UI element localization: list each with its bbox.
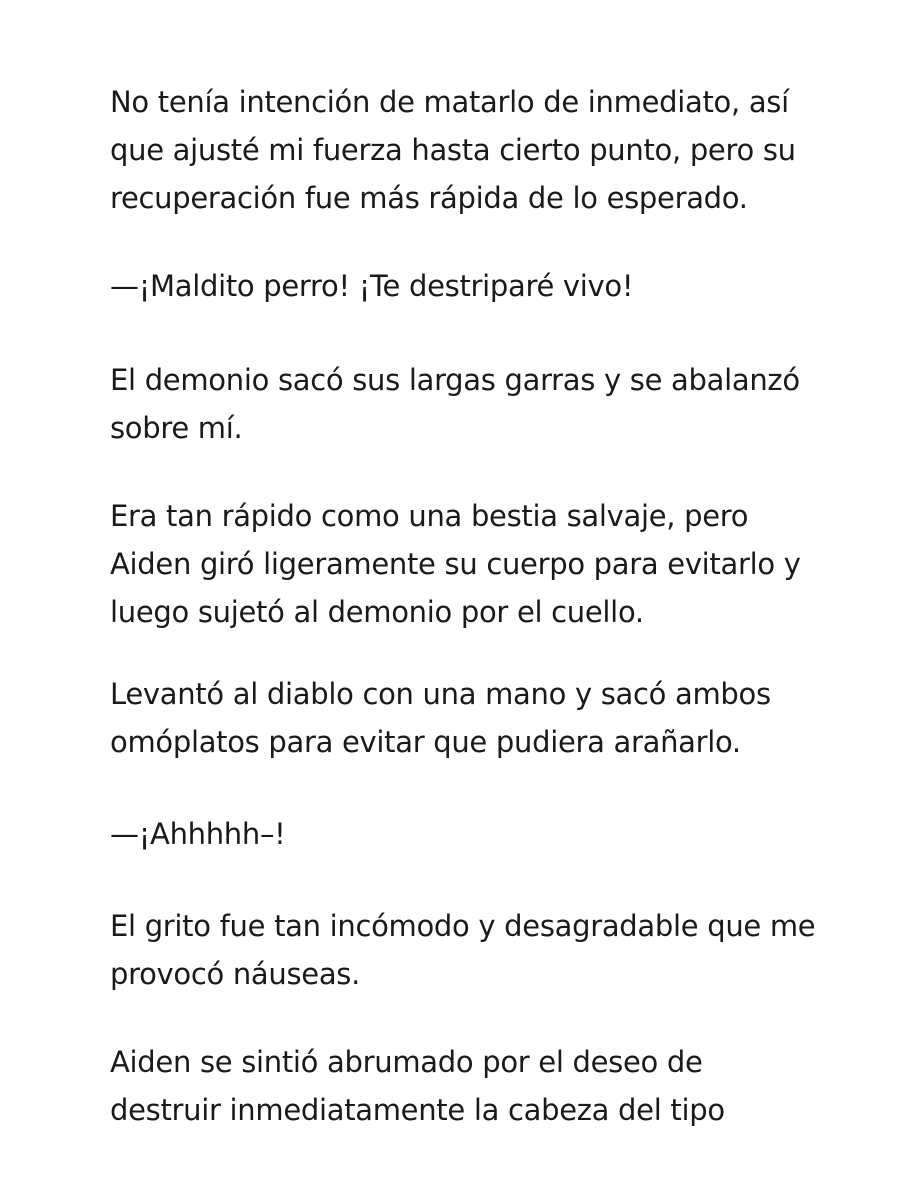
text-line: —¡Ahhhhh–! [110, 817, 286, 851]
text-line: El demonio sacó sus largas garras y se abalanzó [110, 363, 800, 397]
text-line: omóplatos para evitar que pudiera arañarlo. [110, 725, 741, 759]
paragraph-8 [110, 1038, 830, 1134]
text-line: que ajusté mi fuerza hasta cierto punto, pero su [110, 133, 796, 167]
text-line: Aiden giró ligeramente su cuerpo para evitarlo y [110, 547, 801, 581]
text-line: luego sujetó al demonio por el cuello. [110, 595, 644, 629]
text-line: —¡Maldito perro! ¡Te destriparé vivo! [110, 269, 634, 303]
text-line: Levantó al diablo con una mano y sacó ambos [110, 677, 771, 711]
text-line: recuperación fue más rápida de lo esperado. [110, 181, 748, 215]
paragraph-7 [110, 902, 830, 998]
paragraph-4 [110, 492, 830, 636]
text-line: No tenía intención de matarlo de inmediato, así [110, 85, 789, 119]
paragraph-1 [110, 78, 830, 222]
text-line: Era tan rápido como una bestia salvaje, pero [110, 499, 749, 533]
text-line: sobre mí. [110, 411, 243, 445]
paragraph-5 [110, 670, 830, 766]
text-line: El grito fue tan incómodo y desagradable que me [110, 909, 816, 943]
text-line: provocó náuseas. [110, 957, 361, 991]
text-line: Aiden se sintió abrumado por el deseo de [110, 1045, 703, 1079]
paragraph-6 [110, 810, 830, 858]
text-line: destruir inmediatamente la cabeza del tipo [110, 1093, 725, 1127]
paragraph-3 [110, 356, 830, 452]
paragraph-2 [110, 262, 830, 310]
